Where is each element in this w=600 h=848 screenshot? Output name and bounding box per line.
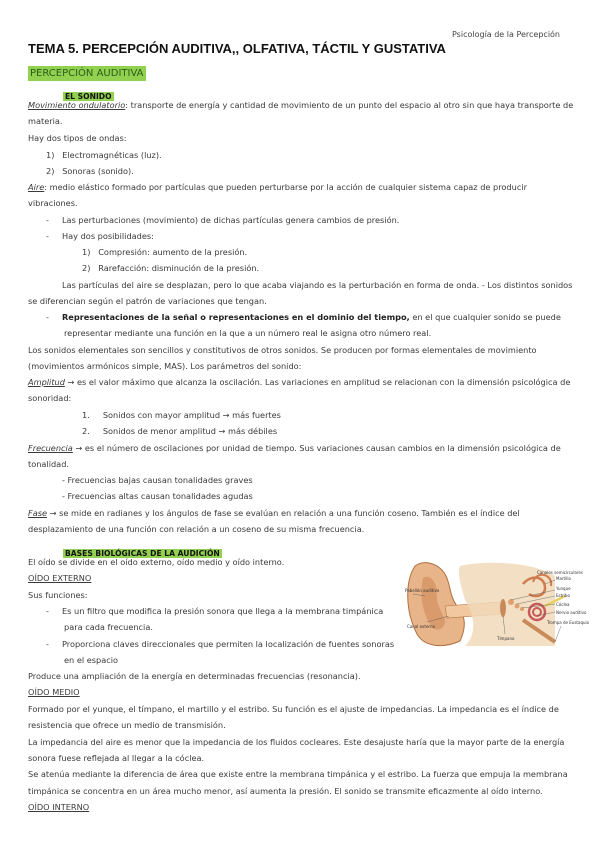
heading-oido-externo: OÍDO EXTERNO bbox=[28, 573, 92, 583]
subheading-el-sonido: EL SONIDO bbox=[65, 92, 112, 101]
paragraph-atenua-cont: timpánica se concentra en un área mucho menor, así aumenta la presión. El sonido se transmite eficazmente al oído interno. bbox=[28, 786, 543, 796]
heading-oido-interno: OÍDO INTERNO bbox=[28, 802, 90, 812]
text-oido-division: El oído se divide en el oído externo, oído medio y oído interno. bbox=[28, 557, 285, 567]
paragraph-aire: Aire: medio elástico formado por partículas que pueden perturbarse por la acción de cualquier sistema capaz de producir bbox=[28, 182, 527, 192]
list-item-compresion: 1) Compresión: aumento de la presión. bbox=[82, 247, 248, 257]
paragraph-movimiento-cont: materia. bbox=[28, 116, 63, 126]
paragraph-fase: Fase → se mide en radianes y los ángulos de fase se evalúan en relación a una función coseno. También es el índice del bbox=[28, 508, 520, 518]
paragraph-impedancia-cont: sonora fuese reflejada al llegar a la cóclea. bbox=[28, 753, 205, 763]
label-nervio: Nervio auditivo bbox=[556, 610, 587, 615]
label-canales: Canales semicirculares bbox=[537, 570, 583, 575]
ear-anatomy-illustration bbox=[405, 556, 590, 651]
bullet-representaciones-cont: representar mediante una función en la que a un número real le asigna otro número real. bbox=[64, 328, 432, 338]
label-pabellon: Pabellón auditivo bbox=[405, 588, 440, 593]
subheading-bases-biologicas: BASES BIOLÓGICAS DE LA AUDICIÓN bbox=[65, 549, 220, 558]
paragraph-frecuencia-cont: tonalidad. bbox=[28, 459, 69, 469]
label-coclea: Cóclea bbox=[556, 602, 570, 607]
text-ampliacion: Produce una ampliación de la energía en determinadas frecuencias (resonancia). bbox=[28, 671, 361, 681]
paragraph-elementales: Los sonidos elementales son sencillos y constitutivos de otros sonidos. Se producen por formas elementales de movimiento bbox=[28, 345, 537, 355]
ossicle-shape bbox=[515, 604, 520, 609]
text-sus-funciones: Sus funciones: bbox=[28, 590, 88, 600]
list-item-amplitud-1: 1. Sonidos con mayor amplitud → más fuertes bbox=[82, 410, 281, 420]
label-martillo: Martillo bbox=[556, 576, 571, 581]
list-item-tipo-2: 2) Sonoras (sonido). bbox=[46, 166, 134, 176]
heading-oido-medio: OÍDO MEDIO bbox=[28, 687, 80, 697]
label-trompa: Trompa de Eustaquio bbox=[547, 620, 590, 625]
list-item-frecuencia-baja: - Frecuencias bajas causan tonalidades graves bbox=[62, 475, 253, 485]
paragraph-atenua: Se atenúa mediante la diferencia de área que existe entre la membrana timpánica y el estribo. La fuerza que empuja la membrana bbox=[28, 769, 568, 779]
paragraph-amplitud-cont: sonoridad: bbox=[28, 393, 72, 403]
paragraph-medio: Formado por el yunque, el tímpano, el martillo y el estribo. Su función es el ajuste de impedancias. La impedancia es el índice de bbox=[28, 704, 559, 714]
label-estribo: Estribo bbox=[556, 593, 570, 598]
paragraph-impedancia: La impedancia del aire es menor que la impedancia de los fluidos cocleares. Este desajuste haría que la mayor parte de la energía bbox=[28, 737, 565, 747]
text-dos-tipos: Hay dos tipos de ondas: bbox=[28, 133, 127, 143]
eardrum-shape bbox=[500, 599, 506, 617]
page-title: TEMA 5. PERCEPCIÓN AUDITIVA,, OLFATIVA, TÁCTIL Y GUSTATIVA bbox=[28, 41, 446, 56]
paragraph-particulas-cont: se diferencian según el patrón de variaciones que tengan. bbox=[28, 296, 267, 306]
running-header: Psicología de la Percepción bbox=[452, 30, 560, 39]
bullet-perturbaciones: - Las perturbaciones (movimiento) de dichas partículas genera cambios de presión. bbox=[46, 215, 400, 225]
bullet-funcion-2: - Proporciona claves direccionales que permiten la localización de fuentes sonoras bbox=[46, 639, 395, 649]
section-heading-percepcion-auditiva: PERCEPCIÓN AUDITIVA bbox=[30, 68, 144, 79]
bullet-funcion-2-cont: en el espacio bbox=[64, 655, 119, 665]
bullet-funcion-1: - Es un filtro que modifica la presión sonora que llega a la membrana timpánica bbox=[46, 606, 384, 616]
label-canal: Canal externo bbox=[407, 624, 435, 629]
list-item-tipo-1: 1) Electromagnéticas (luz). bbox=[46, 150, 162, 160]
list-item-amplitud-2: 2. Sonidos de menor amplitud → más débiles bbox=[82, 426, 278, 436]
list-item-rarefaccion: 2) Rarefacción: disminución de la presión. bbox=[82, 263, 260, 273]
paragraph-medio-cont: resistencia que ofrece un medio de transmisión. bbox=[28, 720, 226, 730]
paragraph-fase-cont: desplazamiento de una función con relación a un coseno de su misma frecuencia. bbox=[28, 524, 365, 534]
bullet-funcion-1-cont: para cada frecuencia. bbox=[64, 622, 153, 632]
paragraph-particulas: Las partículas del aire se desplazan, pero lo que acaba viajando es la perturbación en forma de onda. - Los distintos sonidos bbox=[62, 280, 573, 290]
paragraph-frecuencia: Frecuencia → es el número de oscilaciones por unidad de tiempo. Sus variaciones causan cambios en la dimensión psicológica de bbox=[28, 443, 561, 453]
bullet-representaciones: - Representaciones de la señal o representaciones en el dominio del tiempo, en el que cualquier sonido se puede bbox=[46, 312, 561, 322]
paragraph-movimiento: Movimiento ondulatorio: transporte de energía y cantidad de movimiento de un punto del espacio al otro sin que haya transporte de bbox=[28, 100, 574, 110]
paragraph-elementales-cont: (movimientos armónicos simple, MAS). Los parámetros del sonido: bbox=[28, 361, 302, 371]
ossicle-shape bbox=[520, 607, 524, 611]
label-yunque: Yunque bbox=[556, 586, 571, 591]
list-item-frecuencia-alta: - Frecuencias altas causan tonalidades agudas bbox=[62, 491, 253, 501]
bullet-posibilidades: - Hay dos posibilidades: bbox=[46, 231, 154, 241]
ear-diagram bbox=[405, 556, 590, 651]
label-timpano: Tímpano bbox=[497, 636, 515, 641]
paragraph-aire-cont: vibraciones. bbox=[28, 198, 78, 208]
paragraph-amplitud: Amplitud → es el valor máximo que alcanza la oscilación. Las variaciones en amplitud se relacionan con la dimensión psicológica de bbox=[28, 377, 571, 387]
